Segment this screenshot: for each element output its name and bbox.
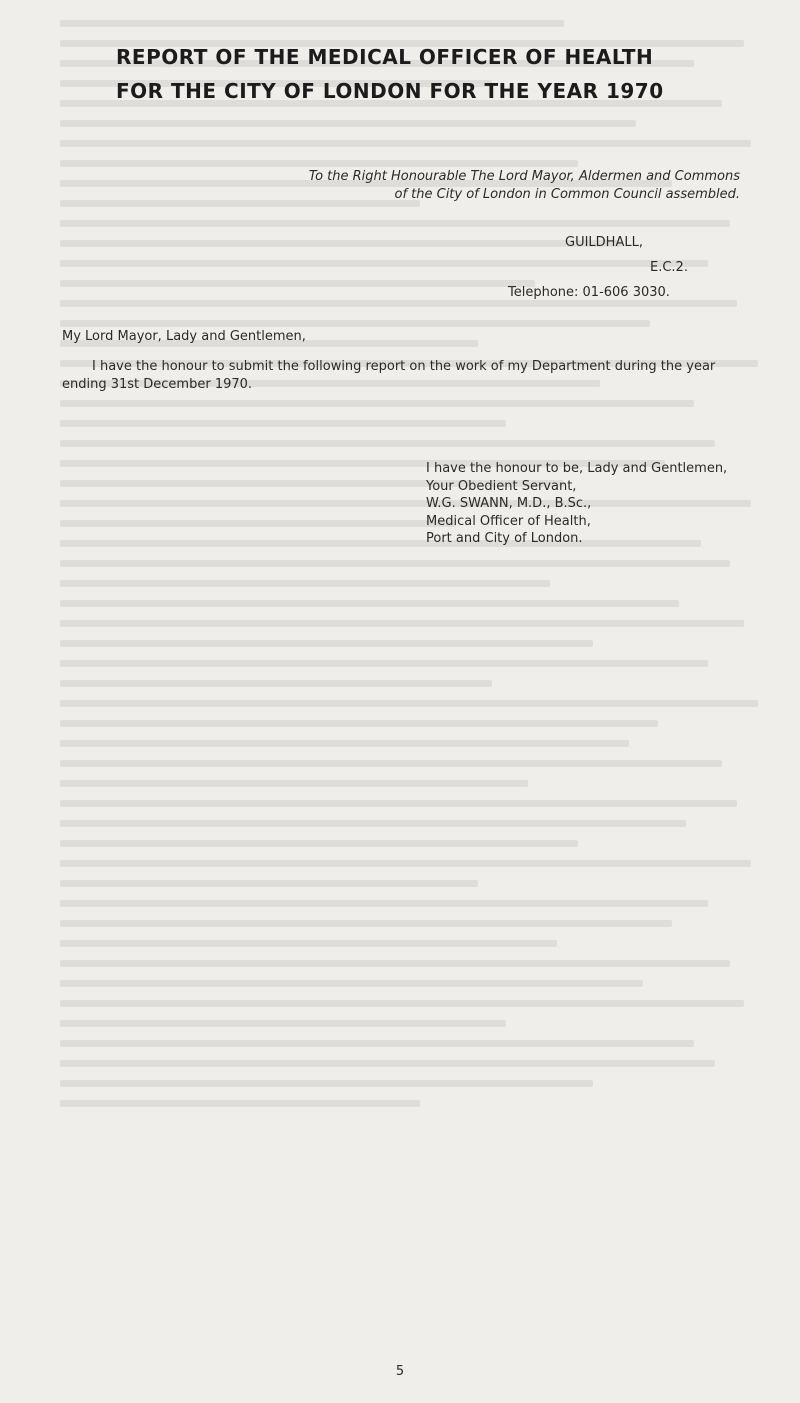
formal-address-line-1: To the Right Honourable The Lord Mayor, Aldermen and Commons — [308, 169, 740, 184]
salutation: My Lord Mayor, Lady and Gentlemen, — [62, 329, 306, 344]
formal-address — [220, 168, 740, 204]
signature-line-1: I have the honour to be, Lady and Gentlemen, — [426, 461, 728, 476]
signature-line-5: Port and City of London. — [426, 531, 583, 546]
sender-location — [500, 230, 700, 305]
signature-line-3: W.G. SWANN, M.D., B.Sc., — [426, 496, 592, 511]
signature-line-4: Medical Officer of Health, — [426, 513, 591, 529]
report-title-line-2: FOR THE CITY OF LONDON FOR THE YEAR 1970 — [116, 79, 664, 103]
location-telephone: Telephone: 01-606 3030. — [508, 285, 670, 300]
report-title — [116, 40, 736, 108]
letter-body: I have the honour to submit the following report on the work of my Department during the year ending 31st December 1970. — [62, 359, 716, 392]
report-title-line-1: REPORT OF THE MEDICAL OFFICER OF HEALTH — [116, 45, 654, 69]
location-district: E.C.2. — [650, 260, 688, 275]
formal-address-line-2: of the City of London in Common Council assembled. — [394, 187, 740, 202]
page-number: 5 — [395, 1364, 405, 1379]
location-place: GUILDHALL, — [565, 235, 643, 250]
signature-block — [426, 460, 766, 548]
signature-line-2: Your Obedient Servant, — [426, 478, 577, 494]
